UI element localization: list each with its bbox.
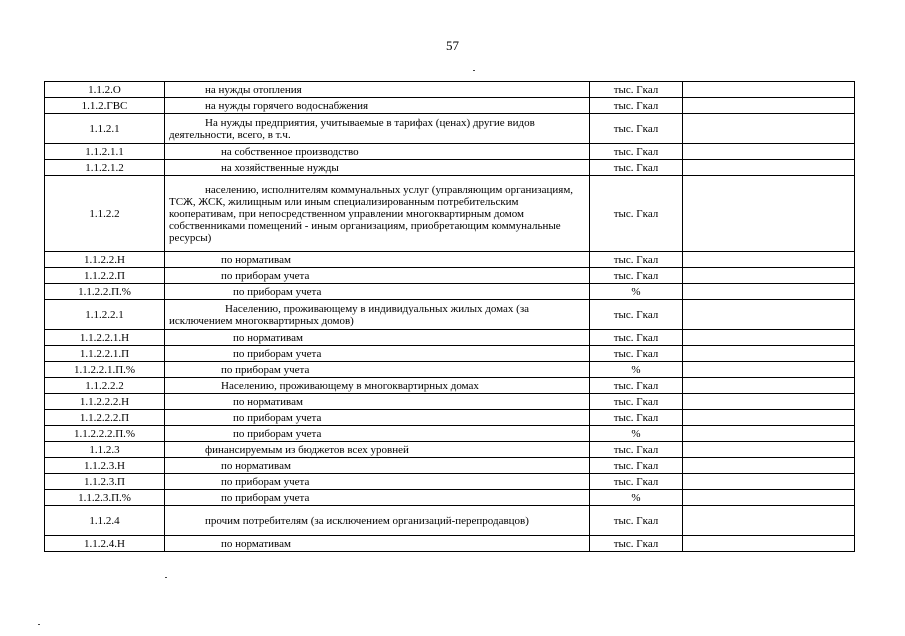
row-description: по приборам учета [165, 362, 590, 378]
table-row [45, 410, 855, 426]
row-code: 1.1.2.2.2.П.% [45, 426, 165, 442]
row-description: финансируемым из бюджетов всех уровней [165, 442, 590, 458]
row-description: по нормативам [165, 536, 590, 552]
row-description: по приборам учета [165, 410, 590, 426]
table-row [45, 378, 855, 394]
table-row [45, 442, 855, 458]
row-unit: % [590, 426, 683, 442]
row-description: по приборам учета [165, 268, 590, 284]
row-description: населению, исполнителям коммунальных услуг (управляющим организациям, ТСЖ, ЖСК, жилищным или иным специализированным потребительским кооперативам, при непосредственном управлении многоквартирным домом собственниками помещений - иным организациям, приобретающим коммунальные ресурсы) [165, 176, 590, 252]
page-number: 57 [446, 38, 459, 53]
table-row [45, 490, 855, 506]
row-description: по нормативам [165, 330, 590, 346]
row-value [683, 300, 855, 330]
row-description: по нормативам [165, 458, 590, 474]
row-unit: тыс. Гкал [590, 160, 683, 176]
row-unit: тыс. Гкал [590, 144, 683, 160]
row-value [683, 176, 855, 252]
row-code: 1.1.2.2.П [45, 268, 165, 284]
table-row [45, 144, 855, 160]
row-value [683, 82, 855, 98]
indicator-table [44, 81, 855, 552]
row-value [683, 394, 855, 410]
table-row [45, 362, 855, 378]
row-code: 1.1.2.4 [45, 506, 165, 536]
row-unit: тыс. Гкал [590, 378, 683, 394]
row-unit: тыс. Гкал [590, 268, 683, 284]
row-unit: тыс. Гкал [590, 98, 683, 114]
row-value [683, 362, 855, 378]
row-code: 1.1.2.2.2 [45, 378, 165, 394]
row-value [683, 442, 855, 458]
row-code: 1.1.2.2 [45, 176, 165, 252]
row-code: 1.1.2.2.1 [45, 300, 165, 330]
scan-speck [473, 70, 475, 71]
row-unit: % [590, 362, 683, 378]
row-description: по приборам учета [165, 474, 590, 490]
row-description: Населению, проживающему в индивидуальных жилых домах (за исключением многоквартирных домов) [165, 300, 590, 330]
row-description: по нормативам [165, 252, 590, 268]
row-code: 1.1.2.3.П.% [45, 490, 165, 506]
row-description: на нужды горячего водоснабжения [165, 98, 590, 114]
table-row [45, 268, 855, 284]
row-unit: тыс. Гкал [590, 536, 683, 552]
row-value [683, 536, 855, 552]
row-description: на хозяйственные нужды [165, 160, 590, 176]
table-row [45, 284, 855, 300]
table-row [45, 98, 855, 114]
row-unit: тыс. Гкал [590, 410, 683, 426]
row-value [683, 98, 855, 114]
row-unit: тыс. Гкал [590, 346, 683, 362]
table-row [45, 114, 855, 144]
table-row [45, 394, 855, 410]
scan-speck [165, 577, 167, 578]
row-value [683, 410, 855, 426]
row-value [683, 268, 855, 284]
row-description: На нужды предприятия, учитываемые в тарифах (ценах) другие видов деятельности, всего, в т.ч. [165, 114, 590, 144]
row-description: по приборам учета [165, 426, 590, 442]
scan-speck [38, 624, 40, 625]
table-row [45, 474, 855, 490]
row-code: 1.1.2.2.1.П.% [45, 362, 165, 378]
row-unit: тыс. Гкал [590, 114, 683, 144]
row-code: 1.1.2.1.2 [45, 160, 165, 176]
row-value [683, 474, 855, 490]
row-description: по приборам учета [165, 284, 590, 300]
row-unit: тыс. Гкал [590, 176, 683, 252]
row-description: по приборам учета [165, 490, 590, 506]
row-value [683, 426, 855, 442]
row-unit: тыс. Гкал [590, 506, 683, 536]
row-unit: тыс. Гкал [590, 330, 683, 346]
row-description: Населению, проживающему в многоквартирных домах [165, 378, 590, 394]
row-code: 1.1.2.2.Н [45, 252, 165, 268]
table-row [45, 506, 855, 536]
row-code: 1.1.2.2.2.П [45, 410, 165, 426]
row-unit: тыс. Гкал [590, 82, 683, 98]
row-unit: % [590, 490, 683, 506]
row-value [683, 114, 855, 144]
row-value [683, 284, 855, 300]
row-unit: тыс. Гкал [590, 474, 683, 490]
row-code: 1.1.2.1 [45, 114, 165, 144]
row-value [683, 458, 855, 474]
table-row [45, 426, 855, 442]
table-row [45, 300, 855, 330]
row-code: 1.1.2.1.1 [45, 144, 165, 160]
table-row [45, 82, 855, 98]
row-code: 1.1.2.2.П.% [45, 284, 165, 300]
row-value [683, 160, 855, 176]
row-unit: тыс. Гкал [590, 458, 683, 474]
row-code: 1.1.2.2.2.Н [45, 394, 165, 410]
row-code: 1.1.2.3 [45, 442, 165, 458]
row-code: 1.1.2.3.П [45, 474, 165, 490]
table-row [45, 252, 855, 268]
row-code: 1.1.2.О [45, 82, 165, 98]
row-code: 1.1.2.4.Н [45, 536, 165, 552]
row-unit: тыс. Гкал [590, 442, 683, 458]
row-unit: тыс. Гкал [590, 252, 683, 268]
table-row [45, 176, 855, 252]
row-description: на собственное производство [165, 144, 590, 160]
row-code: 1.1.2.ГВС [45, 98, 165, 114]
row-value [683, 346, 855, 362]
table-row [45, 458, 855, 474]
row-value [683, 378, 855, 394]
row-description: прочим потребителям (за исключением организаций-перепродавцов) [165, 506, 590, 536]
row-value [683, 252, 855, 268]
row-unit: тыс. Гкал [590, 394, 683, 410]
row-code: 1.1.2.2.1.П [45, 346, 165, 362]
table-row [45, 346, 855, 362]
row-code: 1.1.2.3.Н [45, 458, 165, 474]
table-row [45, 160, 855, 176]
row-description: по приборам учета [165, 346, 590, 362]
row-description: по нормативам [165, 394, 590, 410]
row-value [683, 330, 855, 346]
row-value [683, 490, 855, 506]
row-unit: % [590, 284, 683, 300]
table-row [45, 330, 855, 346]
row-description: на нужды отопления [165, 82, 590, 98]
row-value [683, 506, 855, 536]
table-row [45, 536, 855, 552]
row-code: 1.1.2.2.1.Н [45, 330, 165, 346]
row-value [683, 144, 855, 160]
row-unit: тыс. Гкал [590, 300, 683, 330]
